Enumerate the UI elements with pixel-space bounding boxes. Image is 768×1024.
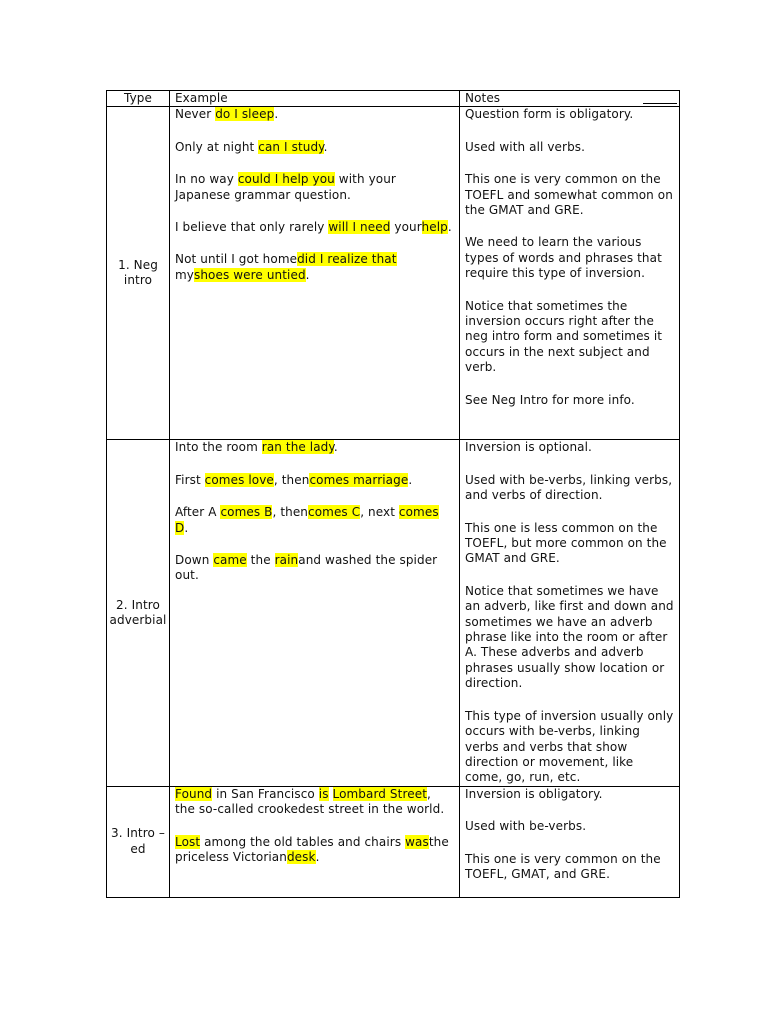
type-cell <box>107 786 170 897</box>
sentence-text: . <box>274 107 279 122</box>
sentence-text: First <box>175 472 205 487</box>
header-notes-cell <box>460 91 680 107</box>
highlighted-phrase: Found <box>175 786 213 801</box>
highlighted-phrase: comes D <box>175 505 439 535</box>
example-sentence <box>175 440 454 455</box>
notes-cell <box>460 107 680 440</box>
sentence-text: . <box>305 267 310 282</box>
notes-cell <box>460 786 680 897</box>
table-header-row <box>107 91 680 107</box>
sentence-text: , the so-called crookedest street in the world. <box>175 786 445 817</box>
example-sentence <box>175 252 454 283</box>
sentence-text: , then <box>272 505 309 520</box>
example-sentence <box>175 172 454 203</box>
sentence-text: my <box>175 267 194 282</box>
inversion-table <box>106 90 680 898</box>
highlighted-phrase: can I study <box>258 139 324 154</box>
note-paragraph: Used with be-verbs, linking verbs, and verbs of direction. <box>465 472 673 503</box>
sentence-text: . <box>408 472 413 487</box>
highlighted-phrase: will I need <box>328 220 391 235</box>
note-paragraph: Used with all verbs. <box>465 139 586 154</box>
example-sentence <box>175 220 454 235</box>
example-sentence <box>175 505 454 536</box>
highlighted-phrase: is <box>318 786 329 801</box>
sentence-text: in San Francisco <box>212 786 319 801</box>
sentence-text: your <box>390 220 422 235</box>
highlighted-phrase: Lombard Street <box>332 786 427 801</box>
sentence-text: Into the room <box>175 440 262 455</box>
highlighted-phrase: did I realize that <box>297 252 397 267</box>
sentence-text: . <box>184 520 189 535</box>
note-paragraph: See Neg Intro for more info. <box>465 392 635 407</box>
header-type: Type <box>107 91 170 107</box>
example-sentence <box>175 107 454 122</box>
sentence-text: . <box>333 440 338 455</box>
sentence-text <box>329 787 333 801</box>
example-sentence <box>175 835 454 866</box>
highlighted-phrase: rain <box>274 553 299 568</box>
type-label: 2. Intro adverbial <box>109 597 167 628</box>
sentence-text: Never <box>175 107 216 122</box>
note-paragraph: Inversion is optional. <box>465 440 592 455</box>
note-paragraph: This one is very common on the TOEFL, GMAT, and GRE. <box>465 851 661 881</box>
sentence-text: . <box>315 849 320 864</box>
header-notes: Notes <box>465 91 501 105</box>
example-sentence <box>175 473 454 488</box>
sentence-text: I believe that only rarely <box>175 220 329 235</box>
header-underline-mark <box>643 103 677 104</box>
example-cell <box>170 786 460 897</box>
highlighted-phrase: could I help you <box>237 172 335 187</box>
example-cell <box>170 107 460 440</box>
highlighted-phrase: came <box>213 553 247 568</box>
example-sentence <box>175 553 454 584</box>
highlighted-phrase: comes love <box>204 472 274 487</box>
highlighted-phrase: comes marriage <box>309 472 409 487</box>
sentence-text: with your Japanese grammar question. <box>175 172 396 202</box>
sentence-text: Not until I got home <box>175 252 298 267</box>
highlighted-phrase: shoes were untied <box>194 267 306 282</box>
sentence-text: In no way <box>175 172 238 187</box>
type-label: 1. Neg intro <box>118 258 158 288</box>
note-paragraph: This one is less common on the TOEFL, but more common on the GMAT and GRE. <box>465 520 667 566</box>
highlighted-phrase: desk <box>286 849 316 864</box>
highlighted-phrase: ran the lady <box>261 440 334 455</box>
example-sentence <box>175 787 454 818</box>
type-cell <box>107 107 170 440</box>
note-paragraph: Notice that sometimes the inversion occurs right after the neg intro form and sometimes it occurs in the next subject and verb. <box>465 298 663 375</box>
sentence-text: Only at night <box>175 139 259 154</box>
example-cell <box>170 440 460 786</box>
note-paragraph: Notice that sometimes we have an adverb, like first and down and sometimes we have an adverb phrase like into the room or after A. These adverbs and adverb phrases usually show location or direction. <box>465 583 674 691</box>
sentence-text: After A <box>175 505 221 520</box>
highlighted-phrase: Lost <box>175 834 201 849</box>
sentence-text: the priceless Victorian <box>175 834 449 864</box>
sentence-text: , then <box>273 472 310 487</box>
note-paragraph: This one is very common on the TOEFL and somewhat common on the GMAT and GRE. <box>465 172 673 218</box>
sentence-text: Down <box>175 553 214 568</box>
highlighted-phrase: comes B <box>220 505 273 520</box>
highlighted-phrase: help <box>421 220 448 235</box>
note-paragraph: This type of inversion usually only occurs with be-verbs, linking verbs and verbs that show direction or movement, like come, go, run, etc. <box>465 708 674 785</box>
highlighted-phrase: was <box>405 834 429 849</box>
note-paragraph: Used with be-verbs. <box>465 819 587 834</box>
header-example: Example <box>170 91 460 107</box>
highlighted-phrase: do I sleep <box>215 107 275 122</box>
sentence-text: , next <box>360 505 399 520</box>
note-paragraph: Inversion is obligatory. <box>465 786 603 801</box>
table-row <box>107 107 680 440</box>
sentence-text: . <box>323 139 328 154</box>
sentence-text: and washed the spider out. <box>175 553 438 583</box>
example-sentence <box>175 140 454 155</box>
sentence-text: the <box>246 553 275 568</box>
table-row <box>107 786 680 897</box>
notes-cell <box>460 440 680 786</box>
type-cell <box>107 440 170 786</box>
type-label: 3. Intro – ed <box>111 826 165 856</box>
note-paragraph: Question form is obligatory. <box>465 107 634 122</box>
sentence-text: . <box>447 220 452 235</box>
note-paragraph: We need to learn the various types of words and phrases that require this type of inversion. <box>465 235 662 281</box>
table-row <box>107 440 680 786</box>
highlighted-phrase: comes C <box>308 505 361 520</box>
sentence-text: among the old tables and chairs <box>200 834 406 849</box>
